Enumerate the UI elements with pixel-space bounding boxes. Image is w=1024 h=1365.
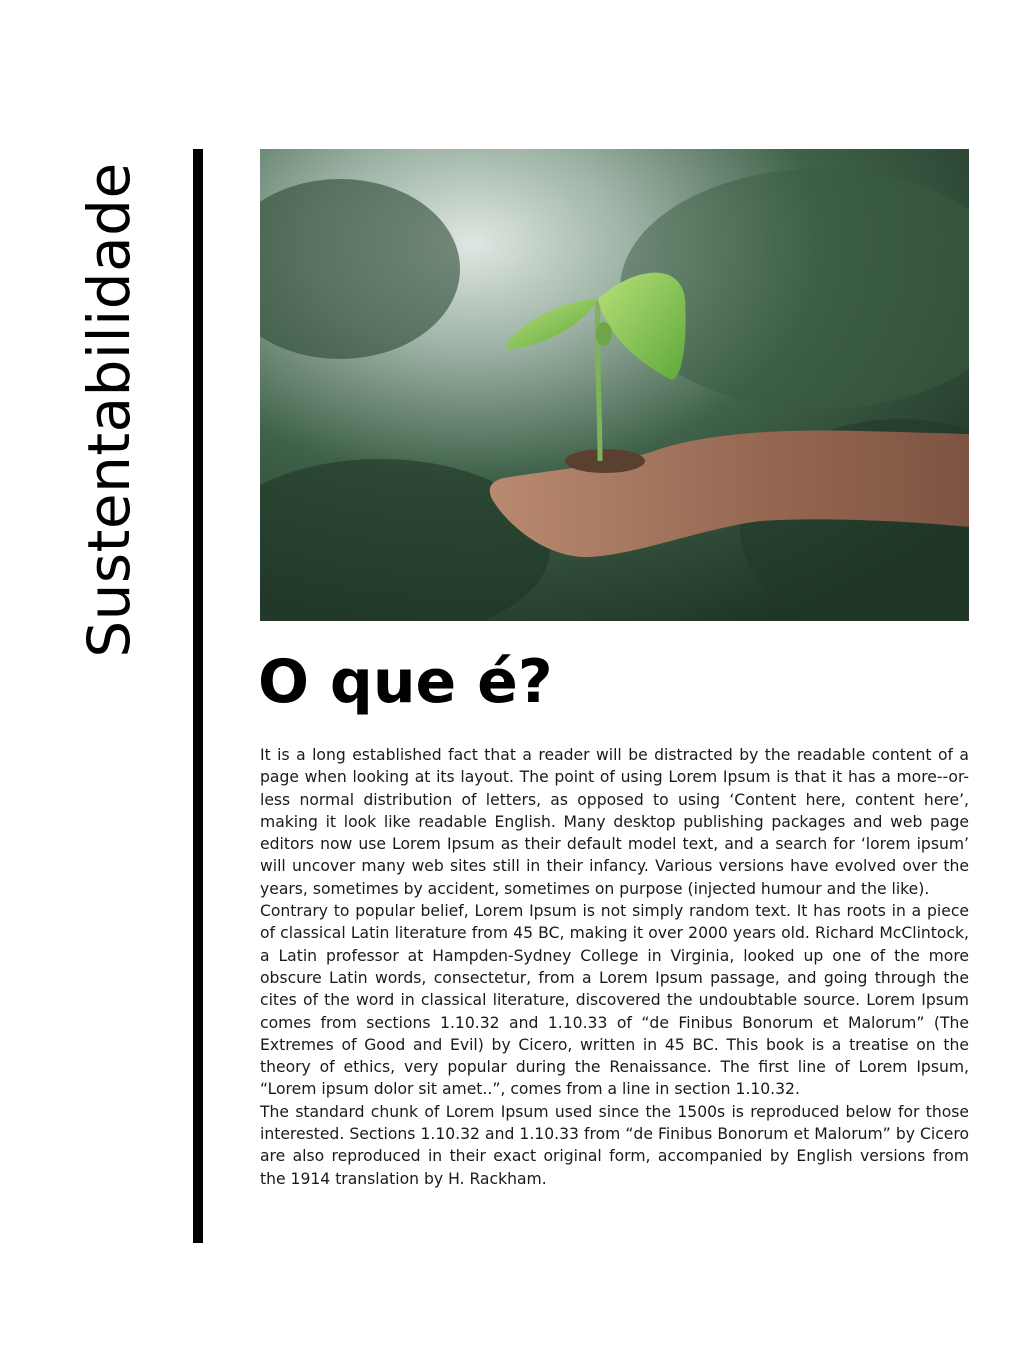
paragraph-2: Contrary to popular belief, Lorem Ipsum is not simply random text. It has roots in a piece of classical Latin literature from 45 BC, making it over 2000 years old. Richard McClintock, a Latin professor at Hampden-Sydney College in Virginia, looked up one of the more obscure Latin words, consectetur, from a Lorem Ipsum passage, and going through the cites of the word in classical literature, discovered the undoubtable source. Lorem Ipsum comes from sections 1.10.32 and 1.10.33 of “de Finibus Bonorum et Malorum” (The Extremes of Good and Evil) by Cicero, written in 45 BC. This book is a treatise on the theory of ethics, very popular during the Renaissance. The first line of Lorem Ipsum, “Lorem ipsum dolor sit amet..”, comes from a line in section 1.10.32. <box>260 902 969 1099</box>
vertical-divider <box>193 149 203 1243</box>
side-title: Sustentabilidade <box>75 162 143 658</box>
article-body <box>260 744 969 1190</box>
hero-photo <box>260 149 969 621</box>
paragraph-1: It is a long established fact that a reader will be distracted by the readable content of a page when looking at its layout. The point of using Lorem Ipsum is that it has a more--or-less normal distribution of letters, as opposed to using ‘Content here, content here’, making it look like readable English. Many desktop publishing packages and web page editors now use Lorem Ipsum as their default model text, and a search for ‘lorem ipsum’ will uncover many web sites still in their infancy. Various versions have evolved over the years, sometimes by accident, sometimes on purpose (injected humour and the like). <box>260 746 969 898</box>
section-heading: O que é? <box>258 647 553 717</box>
seedling-in-hand-icon <box>260 149 969 621</box>
paragraph-3: The standard chunk of Lorem Ipsum used since the 1500s is reproduced below for those interested. Sections 1.10.32 and 1.10.33 from “de Finibus Bonorum et Malorum” by Cicero are also reproduced in their exact original form, accompanied by English versions from the 1914 translation by H. Rackham. <box>260 1102 969 1188</box>
